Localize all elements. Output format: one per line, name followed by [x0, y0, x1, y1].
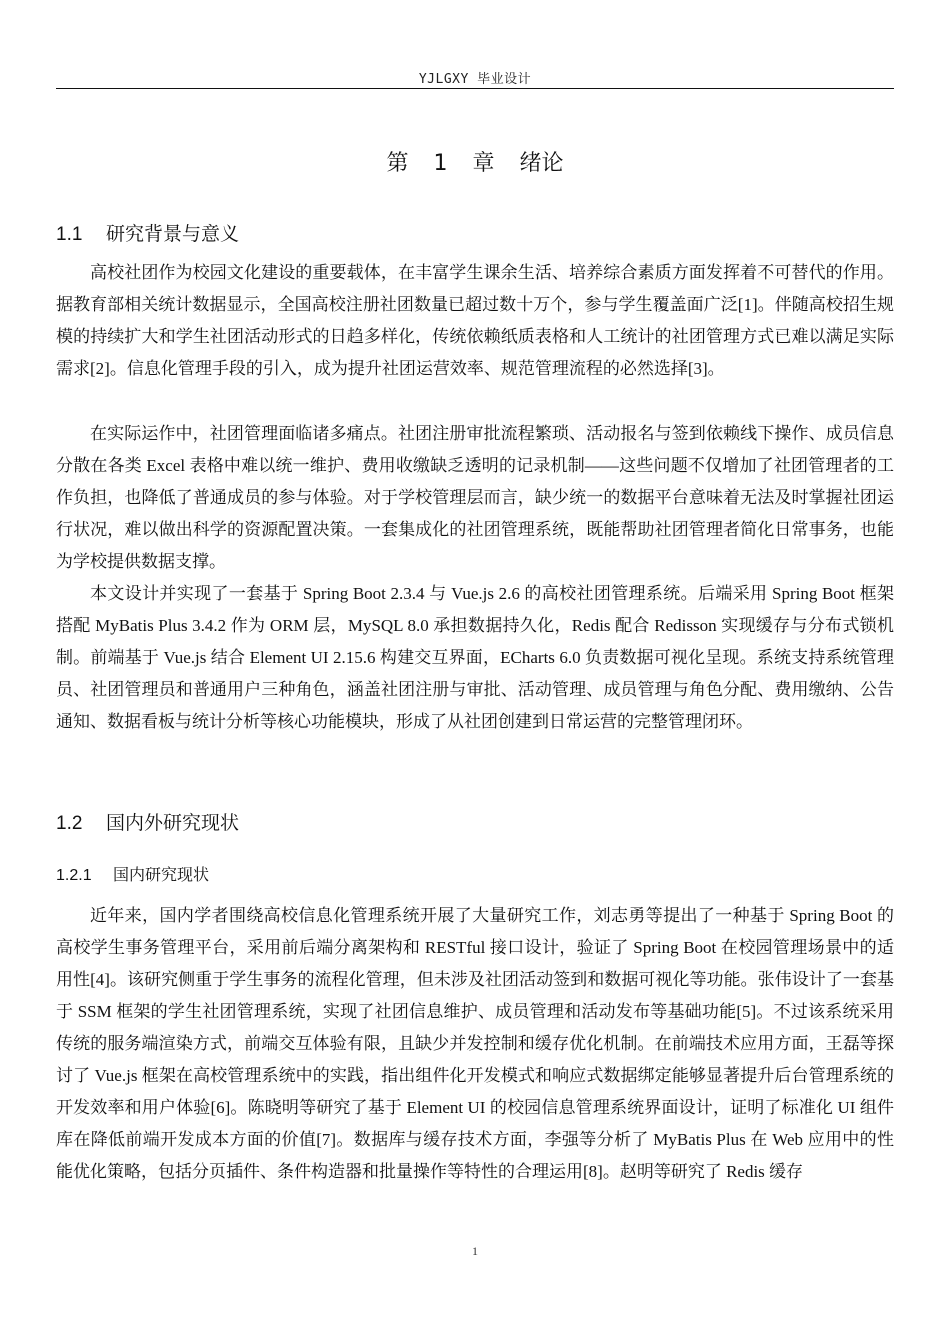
- subsection-title: 国内研究现状: [113, 865, 210, 884]
- subsection-number: 1.2.1: [56, 867, 92, 884]
- section-number: 1.2: [56, 813, 83, 834]
- paragraph-background-3: 本文设计并实现了一套基于 Spring Boot 2.3.4 与 Vue.js 2.6 的高校社团管理系统。后端采用 Spring Boot 框架搭配 MyBatis Plus 3.4.2 作为 ORM 层，MySQL 8.0 承担数据持久化，Redis 配合 Redisson 实现缓存与分布式锁机制。前端基于 Vue.js 结合 Element UI 2.15.6 构建交互界面，ECharts 6.0 负责数据可视化呈现。系统支持系统管理员、社团管理员和普通用户三种角色，涵盖社团注册与审批、活动管理、成员管理与角色分配、费用缴纳、公告通知、数据看板与统计分析等核心功能模块，形成了从社团创建到日常运营的完整管理闭环。: [56, 584, 894, 731]
- section-title: 国内外研究现状: [106, 812, 240, 834]
- section-number: 1.1: [56, 224, 83, 245]
- page-number: 1: [472, 1244, 478, 1258]
- header-rule: [56, 88, 894, 89]
- subsection-heading-1-2-1: [56, 862, 209, 885]
- section-title: 研究背景与意义: [106, 223, 240, 245]
- paragraph-background-1: 高校社团作为校园文化建设的重要载体，在丰富学生课余生活、培养综合素质方面发挥着不可替代的作用。据教育部相关统计数据显示，全国高校注册社团数量已超过数十万个，参与学生覆盖面广泛[1]。伴随高校招生规模的持续扩大和学生社团活动形式的日趋多样化，传统依赖纸质表格和人工统计的社团管理方式已难以满足实际需求[2]。信息化管理手段的引入，成为提升社团运营效率、规范管理流程的必然选择[3]。: [56, 263, 894, 378]
- paragraph-background-2: 在实际运作中，社团管理面临诸多痛点。社团注册审批流程繁琐、活动报名与签到依赖线下操作、成员信息分散在各类 Excel 表格中难以统一维护、费用收缴缺乏透明的记录机制——这些问题不仅增加了社团管理者的工作负担，也降低了普通成员的参与体验。对于学校管理层而言，缺少统一的数据平台意味着无法及时掌握社团运行状况，难以做出科学的资源配置决策。一套集成化的社团管理系统，既能帮助社团管理者简化日常事务，也能为学校提供数据支撑。: [56, 424, 894, 571]
- paragraph-domestic-research: 近年来，国内学者围绕高校信息化管理系统开展了大量研究工作，刘志勇等提出了一种基于 Spring Boot 的高校学生事务管理平台，采用前后端分离架构和 RESTful 接口设计，验证了 Spring Boot 在校园管理场景中的适用性[4]。该研究侧重于学生事务的流程化管理，但未涉及社团活动签到和数据可视化等功能。张伟设计了一套基于 SSM 框架的学生社团管理系统，实现了社团信息维护、成员管理和活动发布等基础功能[5]。不过该系统采用传统的服务端渲染方式，前端交互体验有限，且缺少并发控制和缓存优化机制。在前端技术应用方面，王磊等探讨了 Vue.js 框架在高校管理系统中的实践，指出组件化开发模式和响应式数据绑定能够显著提升后台管理系统的开发效率和用户体验[6]。陈晓明等研究了基于 Element UI 的校园信息管理系统界面设计，证明了标准化 UI 组件库在降低前端开发成本方面的价值[7]。数据库与缓存技术方面，李强等分析了 MyBatis Plus 在 Web 应用中的性能优化策略，包括分页插件、条件构造器和批量操作等特性的合理运用[8]。赵明等研究了 Redis 缓存: [56, 906, 894, 1181]
- section-heading-1-1: [56, 219, 239, 246]
- section-heading-1-2: [56, 808, 239, 835]
- chapter-title: 第 1 章 绪论: [386, 151, 564, 176]
- page-header: YJLGXY 毕业设计: [418, 72, 532, 87]
